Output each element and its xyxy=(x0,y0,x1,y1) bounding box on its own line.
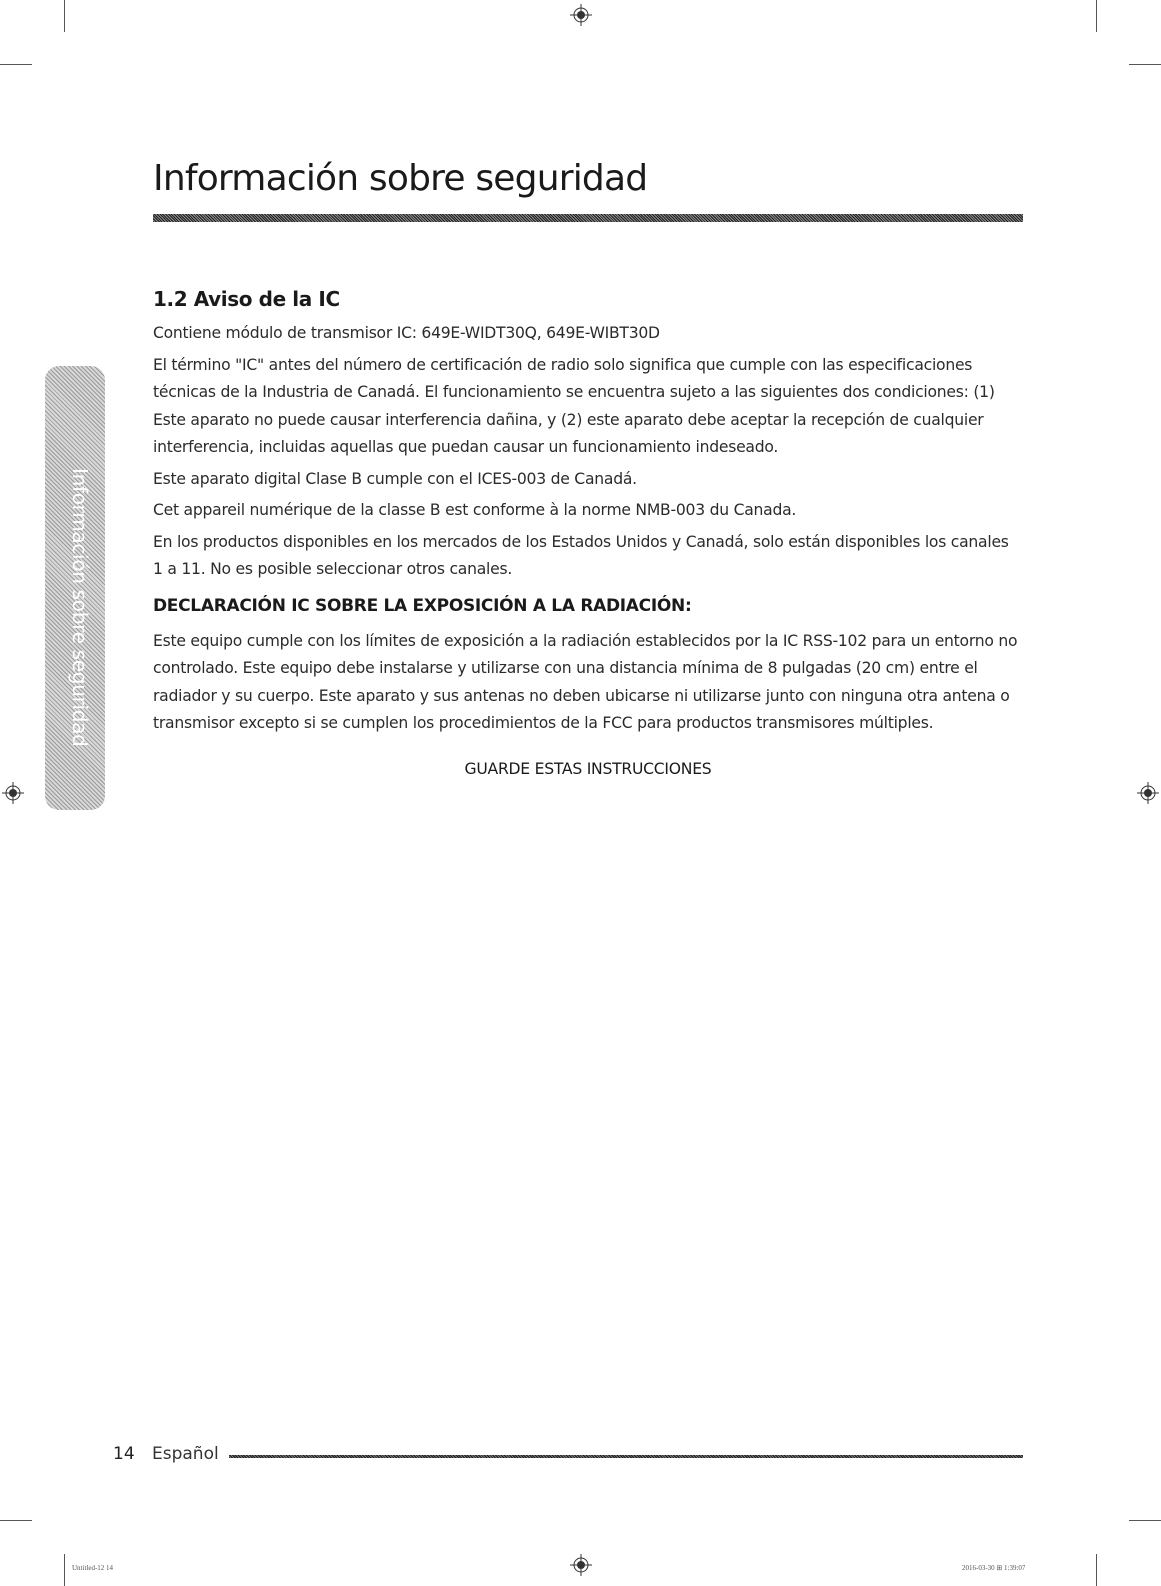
radiation-subheading: DECLARACIÓN IC SOBRE LA EXPOSICIÓN A LA RADIACIÓN: xyxy=(153,595,692,616)
crop-mark-top-right-horizontal xyxy=(1129,64,1161,65)
main-content xyxy=(153,284,1023,787)
footer-language: Español xyxy=(152,1444,219,1464)
page-number: 14 xyxy=(113,1444,135,1464)
paragraph-radiation: Este equipo cumple con los límites de exposición a la radiación establecidos por la IC RSS-102 para un entorno no controlado. Este equipo debe instalarse y utilizarse con una distancia mínima de 8 pulgadas (20 cm) entre el radiador y su cuerpo. Este aparato y sus antenas no deben ubicarse ni utilizarse junto con ninguna otra antena o transmisor excepto si se cumplen los procedimientos de la FCC para productos transmisores múltiples. xyxy=(153,631,1018,732)
registration-mark-icon xyxy=(570,1554,592,1576)
title-rule xyxy=(153,214,1023,222)
side-tab-label: Información sobre seguridad xyxy=(68,468,92,747)
paragraph-ic-term: El término "IC" antes del número de certificación de radio solo significa que cumple con las especificaciones técnicas de la Industria de Canadá. El funcionamiento se encuentra sujeto a las siguientes dos condiciones: (1) Este aparato no puede causar interferencia dañina, y (2) este aparato debe aceptar la recepción de cualquier interferencia, incluidas aquellas que puedan causar un funcionamiento indeseado. xyxy=(153,355,995,456)
crop-mark-top-left-horizontal xyxy=(0,64,32,65)
paragraph-ices-003: Este aparato digital Clase B cumple con el ICES-003 de Canadá. xyxy=(153,469,637,488)
paragraph-nmb-003: Cet appareil numérique de la classe B est conforme à la norme NMB-003 du Canada. xyxy=(153,501,797,519)
section-heading: 1.2 Aviso de la IC xyxy=(153,287,340,311)
paragraph-transmitter-module: Contiene módulo de transmisor IC: 649E-WIDT30Q, 649E-WIBT30D xyxy=(153,324,660,342)
registration-mark-icon xyxy=(570,4,592,26)
crop-mark-top-left-vertical xyxy=(64,0,65,32)
crop-mark-bottom-right-vertical xyxy=(1096,1554,1097,1586)
crop-mark-bottom-left-horizontal xyxy=(0,1520,32,1521)
footer-rule xyxy=(229,1455,1023,1458)
crop-mark-bottom-right-horizontal xyxy=(1129,1520,1161,1521)
crop-mark-bottom-left-vertical xyxy=(64,1554,65,1586)
print-slug-left: Untitled-12 14 xyxy=(72,1564,114,1572)
registration-mark-icon xyxy=(1137,782,1159,804)
print-slug-right: 2016-03-30 ⊞ 1:39:07 xyxy=(962,1564,1026,1572)
paragraph-channels: En los productos disponibles en los mercados de los Estados Unidos y Canadá, solo están disponibles los canales 1 a 11. No es posible seleccionar otros canales. xyxy=(153,532,1009,578)
registration-mark-icon xyxy=(2,782,24,804)
closing-instructions: GUARDE ESTAS INSTRUCCIONES xyxy=(464,759,712,778)
page-title: Información sobre seguridad xyxy=(153,158,648,199)
crop-mark-top-right-vertical xyxy=(1096,0,1097,32)
